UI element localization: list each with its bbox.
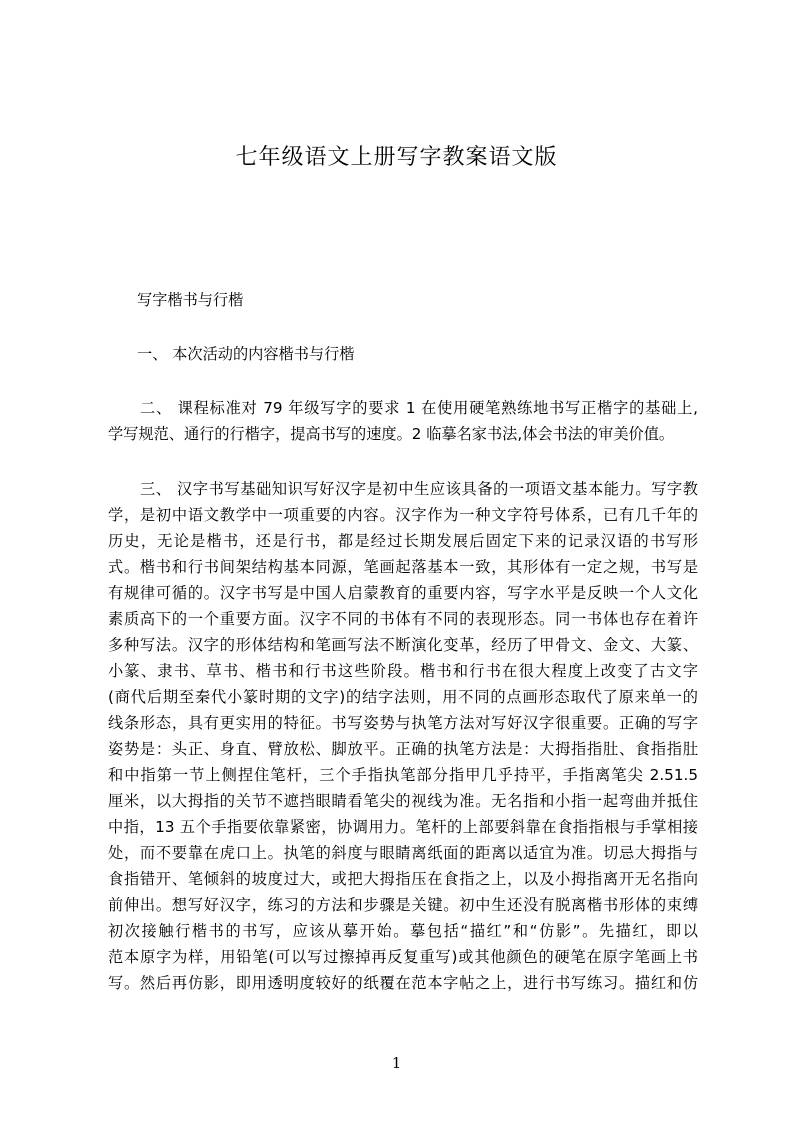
section-3-line: 范本原字为样，用铅笔(可以写过擦掉再反复重写)或其他颜色的硬笔在原字笔画上书 bbox=[108, 948, 698, 966]
section-3-line: 多种写法。汉字的形体结构和笔画写法不断演化变革，经历了甲骨文、金文、大篆、 bbox=[108, 636, 698, 654]
section-2-line: 二、 课程标准对 79 年级写字的要求 1 在使用硬笔熟练地书写正楷字的基础上, bbox=[140, 399, 698, 417]
section-1-line: 一、 本次活动的内容楷书与行楷 bbox=[137, 345, 355, 363]
section-3-line: 线条形态，具有更实用的特征。书写姿势与执笔方法对写好汉字很重要。正确的写字 bbox=[108, 714, 698, 732]
section-3-line: 历史，无论是楷书，还是行书，都是经过长期发展后固定下来的记录汉语的书写形 bbox=[108, 532, 698, 550]
section-3-line: 学，是初中语文教学中一项重要的内容。汉字作为一种文字符号体系，已有几千年的 bbox=[108, 506, 698, 524]
section-3-line: 有规律可循的。汉字书写是中国人启蒙教育的重要内容，写字水平是反映一个人文化 bbox=[108, 584, 698, 602]
page-number: 1 bbox=[391, 1054, 402, 1072]
section-3-line: (商代后期至秦代小篆时期的文字)的结字法则，用不同的点画形态取代了原来单一的 bbox=[108, 688, 698, 706]
section-3-line: 和中指第一节上侧捏住笔杆，三个手指执笔部分指甲几乎持平，手指离笔尖 2.51.5 bbox=[108, 766, 698, 784]
section-3-line: 初次接触行楷书的书写，应该从摹开始。摹包括“描红”和“仿影”。先描红，即以 bbox=[108, 922, 698, 940]
document-title: 七年级语文上册写字教案语文版 bbox=[235, 145, 558, 170]
section-3-line: 处，而不要靠在虎口上。执笔的斜度与眼睛离纸面的距离以适宜为准。切忌大拇指与 bbox=[108, 844, 698, 862]
section-3-line: 小篆、隶书、草书、楷书和行书这些阶段。楷书和行书在很大程度上改变了古文字 bbox=[108, 662, 698, 680]
section-3-line: 中指，13 五个手指要依靠紧密，协调用力。笔杆的上部要斜靠在食指指根与手掌相接 bbox=[108, 818, 698, 836]
section-2-line: 学写规范、通行的行楷字，提高书写的速度。2 临摹名家书法,体会书法的审美价值。 bbox=[108, 425, 675, 443]
section-3-line: 三、 汉字书写基础知识写好汉字是初中生应该具备的一项语文基本能力。写字教 bbox=[140, 480, 698, 498]
section-3-line: 式。楷书和行书间架结构基本同源，笔画起落基本一致，其形体有一定之规，书写是 bbox=[108, 558, 698, 576]
section-3-line: 前伸出。想写好汉字，练习的方法和步骤是关键。初中生还没有脱离楷书形体的束缚 bbox=[108, 896, 698, 914]
section-3-line: 写。然后再仿影，即用透明度较好的纸覆在范本字帖之上，进行书写练习。描红和仿 bbox=[108, 974, 698, 992]
section-3-line: 厘米，以大拇指的关节不遮挡眼睛看笔尖的视线为准。无名指和小指一起弯曲并抵住 bbox=[108, 792, 698, 810]
section-heading: 写字楷书与行楷 bbox=[137, 291, 244, 309]
section-3-line: 素质高下的一个重要方面。汉字不同的书体有不同的表现形态。同一书体也存在着许 bbox=[108, 610, 698, 628]
section-3-line: 食指错开、笔倾斜的坡度过大，或把大拇指压在食指之上，以及小拇指离开无名指向 bbox=[108, 870, 698, 888]
section-3-line: 姿势是：头正、身直、臂放松、脚放平。正确的执笔方法是：大拇指指肚、食指指肚 bbox=[108, 740, 698, 758]
